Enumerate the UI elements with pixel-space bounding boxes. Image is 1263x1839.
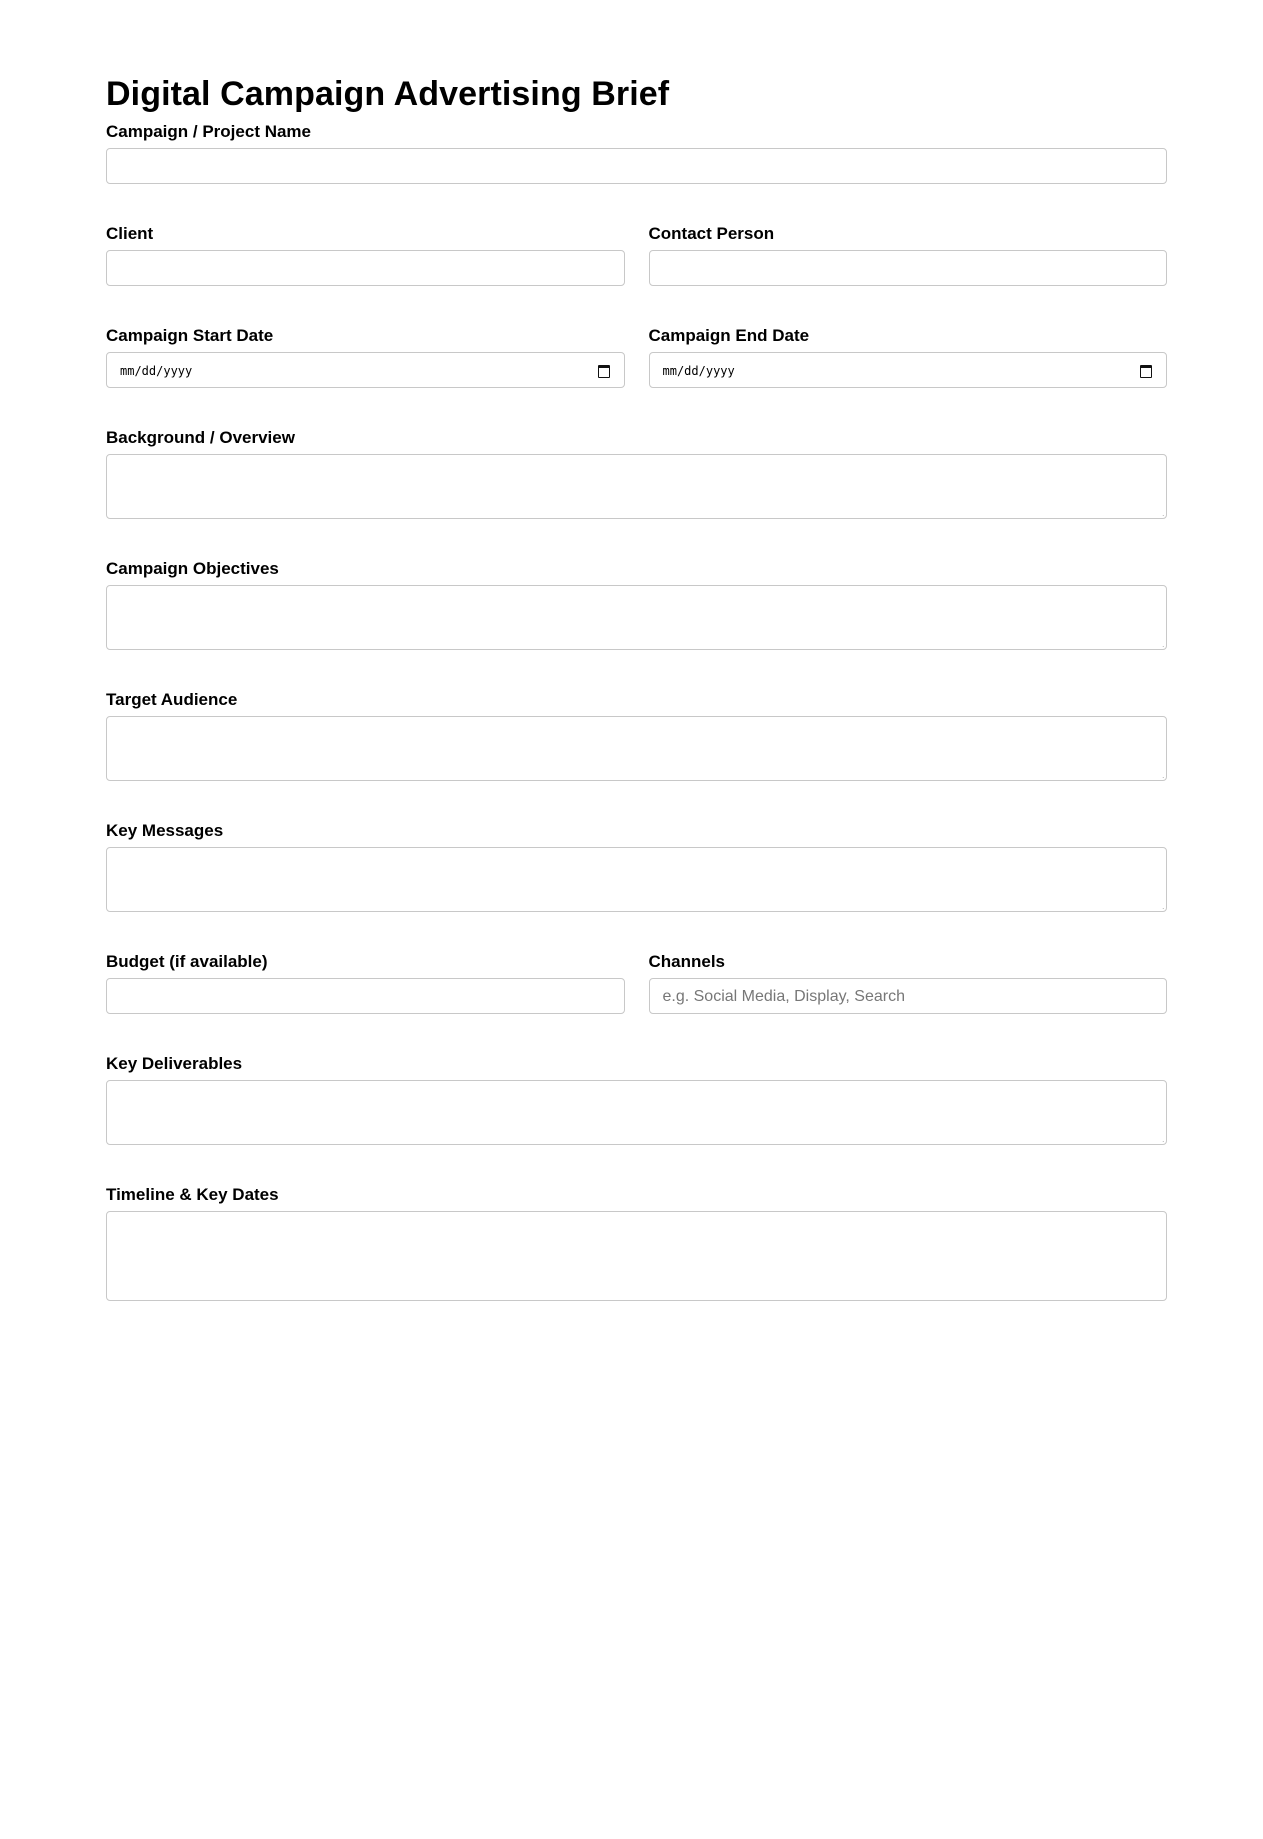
deliverables-textarea[interactable] <box>106 1080 1167 1145</box>
deliverables-field <box>106 1054 1167 1145</box>
channels-label: Channels <box>648 952 726 971</box>
end-date-field <box>649 326 1168 388</box>
start-date-input[interactable] <box>106 352 625 388</box>
brief-form <box>106 66 1167 1309</box>
campaign-name-field <box>106 122 1167 184</box>
channels-field <box>649 952 1168 1014</box>
campaign-name-input[interactable] <box>106 148 1167 184</box>
resize-handle-icon[interactable] <box>1156 901 1164 909</box>
campaign-name-label: Campaign / Project Name <box>106 122 312 141</box>
background-textarea[interactable] <box>106 454 1167 519</box>
end-date-label: Campaign End Date <box>648 326 810 345</box>
objectives-textarea[interactable] <box>106 585 1167 650</box>
client-label: Client <box>106 224 154 243</box>
resize-handle-icon[interactable] <box>1156 770 1164 778</box>
campaign-name-row <box>106 122 1167 184</box>
dates-row <box>106 326 1167 388</box>
messages-field <box>106 821 1167 912</box>
resize-handle-icon[interactable] <box>1156 639 1164 647</box>
audience-field <box>106 690 1167 781</box>
deliverables-row <box>106 1054 1167 1145</box>
objectives-label: Campaign Objectives <box>106 559 279 578</box>
background-field <box>106 428 1167 519</box>
timeline-field <box>106 1185 1167 1301</box>
page-title: Digital Campaign Advertising Brief <box>106 75 670 113</box>
timeline-textarea[interactable] <box>106 1211 1167 1301</box>
calendar-icon[interactable] <box>598 365 610 378</box>
contact-person-field <box>649 224 1168 286</box>
timeline-label: Timeline & Key Dates <box>106 1185 279 1204</box>
messages-label: Key Messages <box>106 821 224 840</box>
resize-handle-icon[interactable] <box>1156 1134 1164 1142</box>
messages-textarea[interactable] <box>106 847 1167 912</box>
audience-row <box>106 690 1167 781</box>
objectives-field <box>106 559 1167 650</box>
budget-input[interactable] <box>106 978 625 1014</box>
client-input[interactable] <box>106 250 625 286</box>
start-date-label: Campaign Start Date <box>106 326 274 345</box>
budget-field <box>106 952 625 1014</box>
start-date-placeholder: mm/dd/yyyy <box>120 364 193 378</box>
end-date-placeholder: mm/dd/yyyy <box>662 364 735 378</box>
budget-channels-row <box>106 952 1167 1014</box>
resize-handle-icon[interactable] <box>1156 508 1164 516</box>
contact-person-label: Contact Person <box>648 224 775 243</box>
client-field <box>106 224 625 286</box>
contact-person-input[interactable] <box>649 250 1168 286</box>
audience-textarea[interactable] <box>106 716 1167 781</box>
channels-input[interactable] <box>649 978 1168 1014</box>
end-date-input[interactable] <box>649 352 1168 388</box>
channels-placeholder: e.g. Social Media, Display, Search <box>662 988 905 1005</box>
budget-label: Budget (if available) <box>106 952 268 971</box>
start-date-field <box>106 326 625 388</box>
background-row <box>106 428 1167 519</box>
audience-label: Target Audience <box>106 690 238 709</box>
background-label: Background / Overview <box>106 428 295 447</box>
client-contact-row <box>106 224 1167 286</box>
messages-row <box>106 821 1167 912</box>
timeline-row <box>106 1185 1167 1301</box>
objectives-row <box>106 559 1167 650</box>
deliverables-label: Key Deliverables <box>106 1054 243 1073</box>
calendar-icon[interactable] <box>1140 365 1152 378</box>
